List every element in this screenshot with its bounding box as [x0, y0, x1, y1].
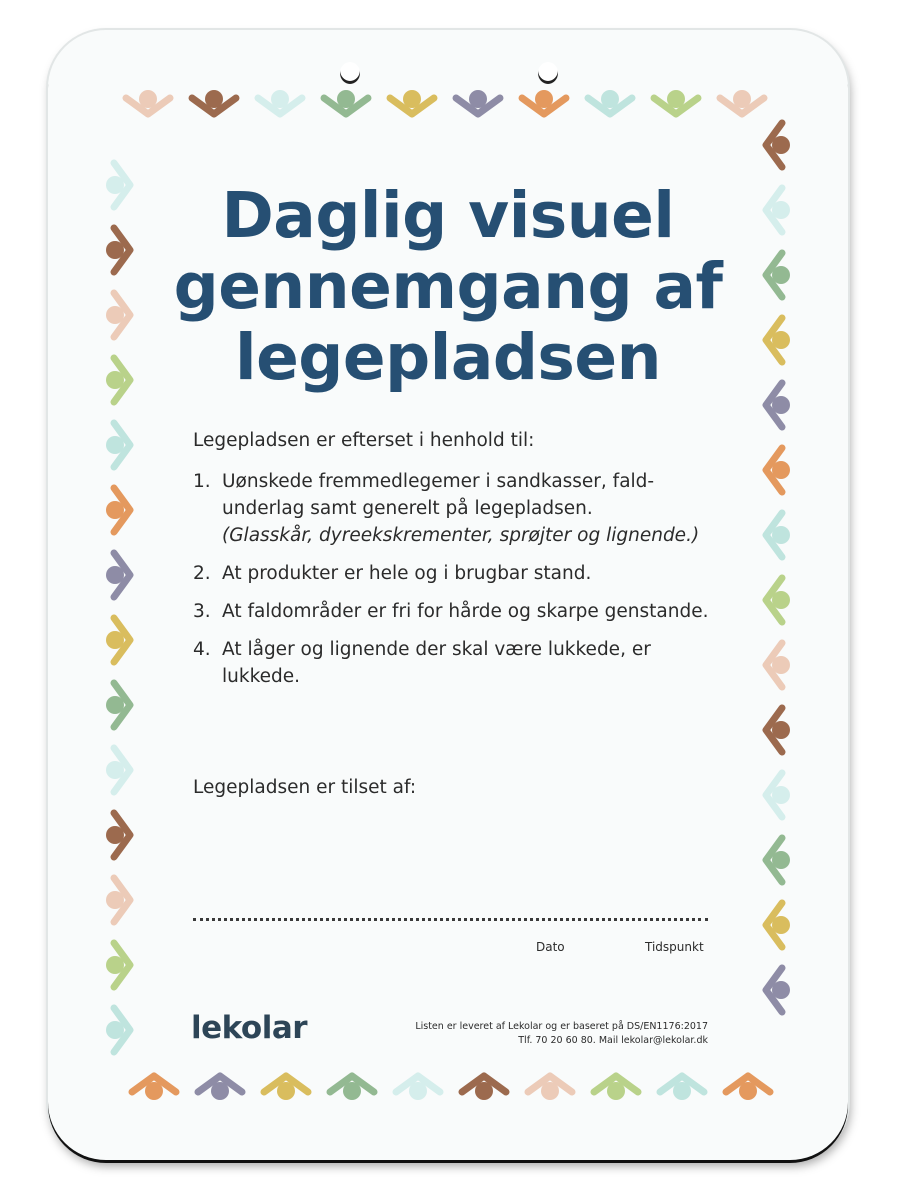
- person-figure-icon: [106, 553, 130, 597]
- hanging-hole: [538, 62, 558, 84]
- person-figure-icon: [766, 708, 790, 752]
- person-figure-icon: [258, 90, 302, 114]
- person-figure-icon: [456, 90, 500, 114]
- list-item: 1. Uønskede fremmedlegemer i sandkasser, fald-underlag samt generelt på legepladsen. (Glasskår, dyreekskrementer, sprøjter og lignende.): [193, 468, 733, 549]
- checklist: [193, 468, 733, 701]
- footer: [415, 1020, 708, 1048]
- person-figure-icon: [726, 1076, 770, 1100]
- signed-by-label: Legepladsen er tilset af:: [193, 777, 417, 798]
- intro-text: Legepladsen er efterset i henhold til:: [193, 430, 535, 451]
- person-figure-icon: [330, 1076, 374, 1100]
- person-figure-icon: [766, 513, 790, 557]
- person-figure-icon: [106, 878, 130, 922]
- person-figure-icon: [106, 943, 130, 987]
- person-figure-icon: [106, 683, 130, 727]
- person-figure-icon: [324, 90, 368, 114]
- person-figure-icon: [660, 1076, 704, 1100]
- person-figure-icon: [766, 773, 790, 817]
- lekolar-logo: lekolar: [191, 1010, 308, 1046]
- person-figure-icon: [126, 90, 170, 114]
- time-label: Tidspunkt: [645, 940, 704, 954]
- person-figure-icon: [766, 448, 790, 492]
- person-figure-icon: [132, 1076, 176, 1100]
- person-figure-icon: [264, 1076, 308, 1100]
- person-figure-icon: [528, 1076, 572, 1100]
- person-figure-icon: [522, 90, 566, 114]
- page-title: Daglig visuel gennemgang af legepladsen: [173, 179, 723, 394]
- person-figure-icon: [766, 578, 790, 622]
- person-figure-icon: [654, 90, 698, 114]
- person-figure-icon: [390, 90, 434, 114]
- date-label: Dato: [536, 940, 565, 954]
- person-figure-icon: [106, 748, 130, 792]
- person-figure-icon: [588, 90, 632, 114]
- person-figure-icon: [720, 90, 764, 114]
- list-item: 4. At låger og lignende der skal være lukkede, er lukkede.: [193, 639, 651, 687]
- person-figure-icon: [198, 1076, 242, 1100]
- item-note: (Glasskår, dyreekskrementer, sprøjter og lignende.): [222, 525, 700, 546]
- footer-line-2: Tlf. 70 20 60 80. Mail lekolar@lekolar.dk: [518, 1035, 708, 1046]
- person-figure-icon: [106, 1008, 130, 1052]
- person-figure-icon: [106, 618, 130, 662]
- person-figure-icon: [766, 123, 790, 167]
- signature-line: [193, 918, 708, 921]
- list-item: 2. At produkter er hele og i brugbar stand.: [193, 563, 592, 584]
- person-figure-icon: [594, 1076, 638, 1100]
- person-figure-icon: [106, 488, 130, 532]
- footer-line-1: Listen er leveret af Lekolar og er baseret på DS/EN1176:2017: [415, 1021, 708, 1032]
- person-figure-icon: [766, 903, 790, 947]
- person-figure-icon: [462, 1076, 506, 1100]
- person-figure-icon: [396, 1076, 440, 1100]
- person-figure-icon: [106, 423, 130, 467]
- person-figure-icon: [766, 643, 790, 687]
- person-figure-icon: [192, 90, 236, 114]
- person-figure-icon: [766, 968, 790, 1012]
- playground-sign: [48, 30, 848, 1160]
- list-item: 3. At faldområder er fri for hårde og skarpe genstande.: [193, 601, 709, 622]
- person-figure-icon: [766, 838, 790, 882]
- hanging-hole: [340, 62, 360, 84]
- person-figure-icon: [106, 813, 130, 857]
